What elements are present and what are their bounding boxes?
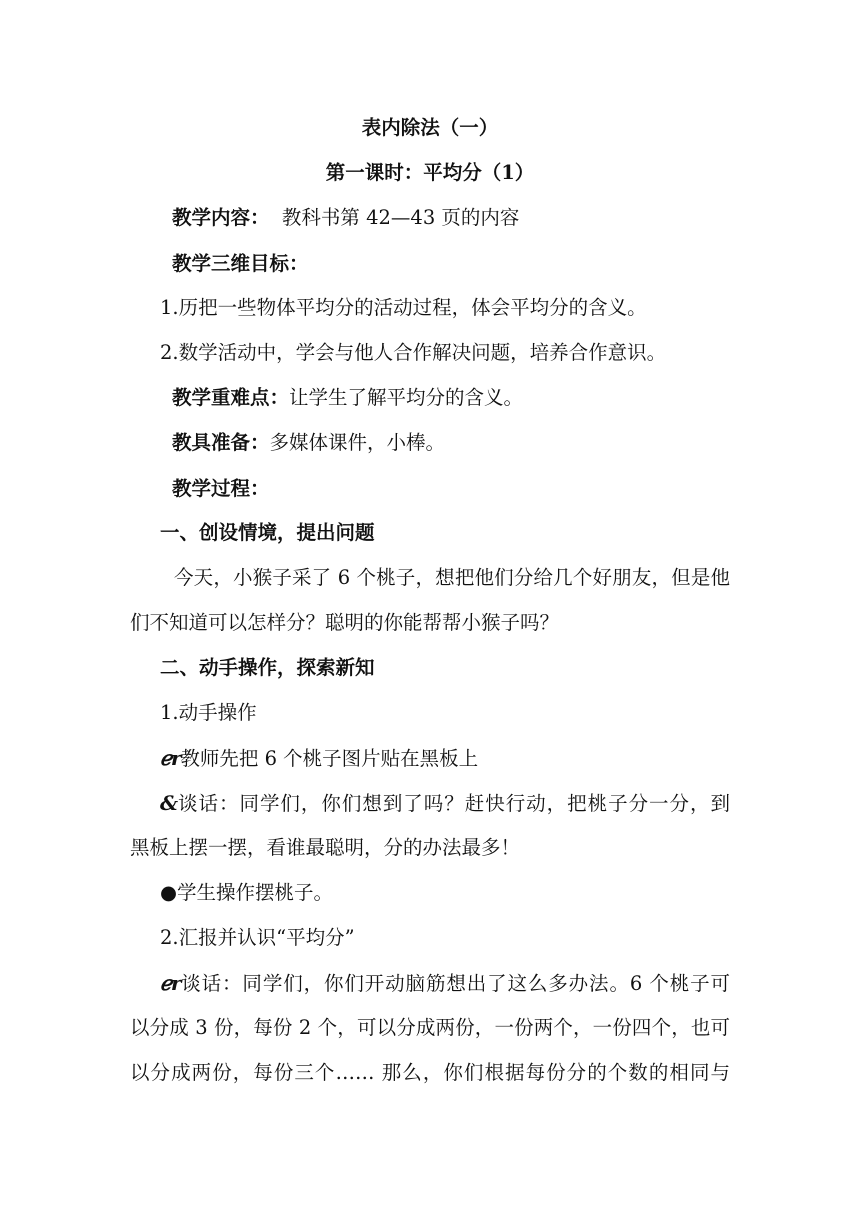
talk-1-line-1 (160, 791, 730, 816)
key-points-label: 教学重难点： (172, 386, 290, 409)
ampersand-symbol-icon: & (160, 791, 178, 815)
lesson-subtitle: 第一课时：平均分（1） (325, 161, 535, 184)
key-points-paragraph (172, 386, 523, 410)
teaching-aids-label: 教具准备： (172, 431, 270, 454)
teaching-content-text: 教科书第 42—43 页的内容 (269, 206, 520, 229)
section1-paragraph-line-1: 今天，小猴子采了 6 个桃子，想把他们分给几个好朋友，但是他 (174, 566, 730, 589)
goal-item-2: 2.数学活动中，学会与他人合作解决问题，培养合作意识。 (160, 341, 667, 364)
teaching-content-label: 教学内容： (172, 206, 270, 229)
teaching-aids-text: 多媒体课件，小棒。 (269, 431, 446, 454)
key-points-text: 让学生了解平均分的含义。 (289, 386, 524, 409)
talk-1-line-2: 黑板上摆一摆，看谁最聪明，分的办法最多！ (130, 836, 521, 859)
hand-symbol-icon-2: ℯr (160, 971, 181, 995)
teaching-aids-paragraph (172, 431, 445, 455)
teacher-action-paragraph (160, 746, 478, 771)
step-1-heading: 1.动手操作 (160, 701, 257, 724)
talk-2-text-1: 谈话：同学们，你们开动脑筋想出了这么多办法。6 个桃子可 (180, 972, 730, 995)
section1-paragraph-line-2: 们不知道可以怎样分？聪明的你能帮帮小猴子吗？ (130, 611, 560, 634)
talk-1-text-1: 谈话：同学们，你们想到了吗？赶快行动，把桃子分一分，到 (177, 792, 730, 815)
document-title: 表内除法（一） (361, 116, 499, 139)
student-action-text: 学生操作摆桃子。 (177, 881, 334, 904)
section-heading-1: 一、创设情境，提出问题 (160, 521, 375, 544)
talk-2-line-3: 以分成两份，每份三个…… 那么，你们根据每份分的个数的相同与 (130, 1061, 730, 1084)
teaching-process-label: 教学过程： (172, 477, 270, 500)
talk-2-line-1 (160, 971, 730, 996)
teaching-content-paragraph (172, 206, 519, 230)
student-action-paragraph (160, 881, 333, 905)
step-2-heading: 2.汇报并认识“平均分” (160, 926, 355, 949)
hand-symbol-icon: ℯr (160, 746, 181, 770)
teaching-goals-label: 教学三维目标： (172, 252, 309, 275)
talk-2-line-2: 以分成 3 份，每份 2 个，可以分成两份，一份两个，一份四个，也可 (130, 1016, 730, 1039)
bullet-icon: ● (160, 881, 178, 904)
goal-item-1: 1.历把一些物体平均分的活动过程，体会平均分的含义。 (160, 296, 647, 319)
teacher-action-text: 教师先把 6 个桃子图片贴在黑板上 (180, 747, 479, 770)
section-heading-2: 二、动手操作，探索新知 (160, 656, 375, 679)
